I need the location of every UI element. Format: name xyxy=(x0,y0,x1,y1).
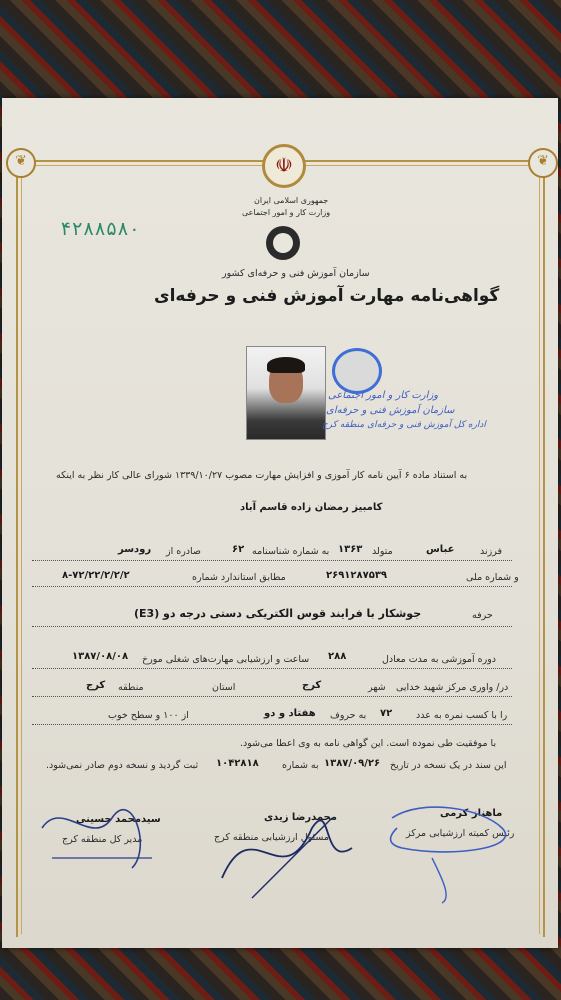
preamble-text: به استناد ماده ۶ آیین نامه کار آموزی و افزایش مهارت مصوب ۱۳۳۹/۱۰/۲۷ شورای عالی کار نظر به اینکه xyxy=(56,470,468,481)
region-value: کرج xyxy=(86,680,106,691)
signatory-name: محمدرضا زیدی xyxy=(264,812,337,823)
course-label: دوره آموزشی به مدت معادل xyxy=(382,654,497,665)
registry-line-end: ثبت گردید و نسخه دوم صادر نمی‌شود. xyxy=(46,760,199,771)
iran-emblem-icon: ☫ xyxy=(262,144,306,188)
dotted-line xyxy=(32,586,512,587)
dotted-line xyxy=(32,668,512,669)
center-label: در/ واوری مرکز شهید خدایی xyxy=(396,682,509,693)
national-number: ۲۶۹۱۲۸۷۵۳۹ xyxy=(326,570,388,581)
city-label: شهر xyxy=(368,682,386,693)
frame-corner-ornament-left: ❦ xyxy=(6,148,36,178)
serial-number: ۴۲۸۸۵۸۰ xyxy=(60,218,141,240)
holder-name: کامبیز رمضان زاده قاسم آباد xyxy=(240,502,383,513)
region-label: منطقه xyxy=(118,682,144,693)
registry-number: ۱۰۴۲۸۱۸ xyxy=(216,758,259,769)
course-date: ۱۳۸۷/۰۸/۰۸ xyxy=(72,651,129,662)
province-label: استان xyxy=(212,682,236,693)
standard-number: ۸-۷۲/۲۲/۲/۲/۲ xyxy=(62,570,130,581)
registry-date: ۱۳۸۷/۰۹/۲۶ xyxy=(324,758,381,769)
trade-name: جوشکار با فرایند قوس الکتریکی دستی درجه دو (E3) xyxy=(134,607,422,620)
id-number: ۶۲ xyxy=(232,544,245,555)
signatory-name: سیدمحمد حسینی xyxy=(76,814,161,825)
certificate-paper xyxy=(2,98,558,948)
course-text: ساعت و ارزشیابی مهارت‌های شغلی مورخ xyxy=(142,654,310,665)
father-label: فرزند xyxy=(480,546,503,557)
birth-year: ۱۳۶۳ xyxy=(338,544,363,555)
dotted-line xyxy=(32,560,512,561)
success-line: با موفقیت طی نموده است. این گواهی نامه به وی اعطا می‌شود. xyxy=(240,738,497,749)
header-republic: جمهوری اسلامی ایران xyxy=(254,196,329,205)
score-suffix: از ۱۰۰ و سطح خوب xyxy=(108,710,189,721)
stamp-line-region: اداره کل آموزش فنی و حرفه‌ای منطقه کرج xyxy=(322,420,486,430)
frame-corner-ornament-right: ❦ xyxy=(528,148,558,178)
signatory-title: مسئول ارزشیابی منطقه کرج xyxy=(214,832,329,843)
birth-label: متولد xyxy=(372,546,393,557)
dotted-line xyxy=(32,724,512,725)
national-label: و شماره ملی xyxy=(466,572,519,583)
standard-label: مطابق استاندارد شماره xyxy=(192,572,286,583)
signatory-name: ماهناز کرمی xyxy=(440,808,503,819)
registry-line-start: این سند در یک نسخه در تاریخ xyxy=(390,760,507,771)
city-value: کرج xyxy=(302,680,322,691)
id-label: به شماره شناسنامه xyxy=(252,546,330,557)
issued-place: رودسر xyxy=(118,544,152,555)
score-words-label: به حروف xyxy=(330,710,367,721)
dotted-line xyxy=(32,626,512,627)
trade-label: حرفه xyxy=(472,610,493,621)
certificate-title: گواهی‌نامه مهارت آموزش فنی و حرفه‌ای xyxy=(154,286,500,306)
father-name: عباس xyxy=(426,544,455,555)
score-prefix: را با کسب نمره به عدد xyxy=(416,710,508,721)
score-words: هفتاد و دو xyxy=(264,708,316,719)
signatory-title: رئیس کمیته ارزشیابی مرکز xyxy=(406,828,515,839)
registry-label: به شماره xyxy=(282,760,319,771)
stamp-logo-icon xyxy=(332,348,382,394)
signatory-title: مدیر کل منطقه کرج xyxy=(62,834,143,845)
course-hours: ۲۸۸ xyxy=(328,651,347,662)
dotted-line xyxy=(32,696,512,697)
tvto-logo-icon xyxy=(266,226,300,260)
issued-label: صادره از xyxy=(166,546,202,557)
stamp-line-ministry: وزارت کار و امور اجتماعی xyxy=(328,390,439,401)
carpet-background-bottom xyxy=(0,948,561,1000)
handwritten-signatures xyxy=(22,788,561,908)
header-ministry: وزارت کار و امور اجتماعی xyxy=(242,208,331,217)
stamp-line-organization: سازمان آموزش فنی و حرفه‌ای xyxy=(326,405,455,416)
organization-name: سازمان آموزش فنی و حرفه‌ای کشور xyxy=(222,268,370,279)
carpet-background-top xyxy=(0,0,561,100)
score-number: ۷۲ xyxy=(380,708,393,719)
holder-photo xyxy=(246,346,326,440)
